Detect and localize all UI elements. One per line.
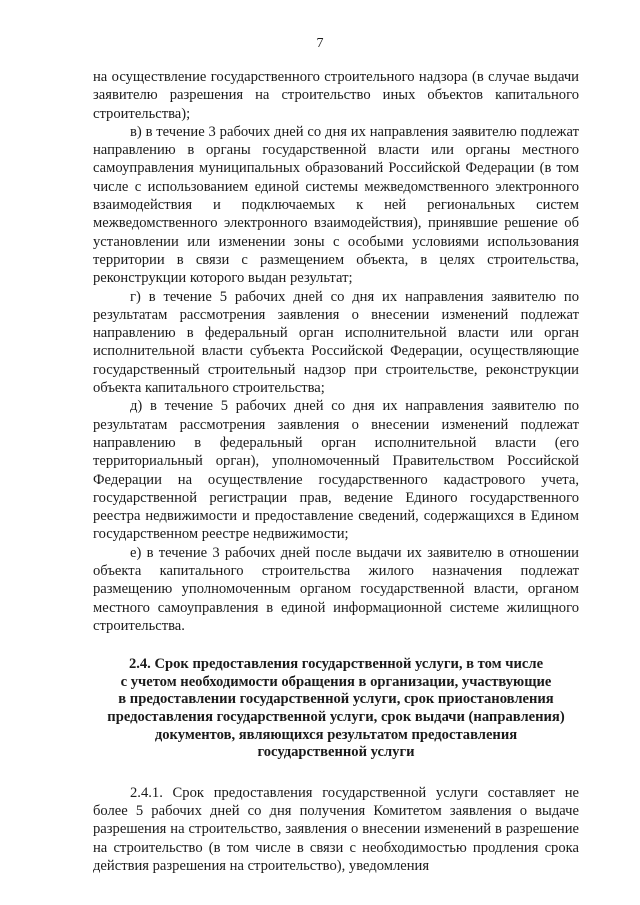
heading-line: документов, являющихся результатом предоставления <box>154 726 518 743</box>
paragraph-item-v: в) в течение 3 рабочих дней со дня их направления заявителю подлежат направлению в органы государственной власти или органы местного самоуправления муниципальных образований Российской Федерации (в том числе с использованием единой системы межведомственного электронного взаимодействия и подключаемых к ней региональных систем межведомственного электронного взаимодействия), принявшие решение об установлении или изменении зоны с особыми условиями использования территории в связи с размещением объекта, в целях строительства, реконструкции которого выдан результат; <box>93 123 579 287</box>
paragraph-item-g: г) в течение 5 рабочих дней со дня их направления заявителю по результатам рассмотрения заявления о внесении изменений подлежат направлению в федеральный орган исполнительной власти или орган исполнительной власти субъекта Российской Федерации, осуществляющие государственный строительный надзор при строительстве, реконструкции объекта капитального строительства; <box>93 288 579 397</box>
page-number: 7 <box>316 36 324 51</box>
heading-line: в предоставлении государственной услуги, срок приостановления <box>118 691 554 708</box>
section-heading-2-4 <box>93 656 579 762</box>
heading-line: 2.4. Срок предоставления государственной услуги, в том числе <box>128 656 544 673</box>
document-body <box>93 68 579 875</box>
paragraph-item-d: д) в течение 5 рабочих дней со дня их направления заявителю по результатам рассмотрения заявления о внесении изменений подлежат направлению в федеральный орган исполнительной власти (его территориальный орган), уполномоченный Правительством Российской Федерации на осуществление государственного кадастрового учета, государственной регистрации прав, ведение Единого государственного реестра недвижимости и предоставление сведений, содержащихся в Едином государственном реестре недвижимости; <box>93 398 579 543</box>
heading-line: с учетом необходимости обращения в организации, участвующие <box>120 673 552 690</box>
paragraph-2-4-1: 2.4.1. Срок предоставления государственной услуги составляет не более 5 рабочих дней со дня получения Комитетом заявления о выдаче разрешения на строительство, заявления о внесении изменений в разрешение на строительство (в том числе в связи с необходимостью продления срока действия разрешения на строительство), уведомления <box>93 784 579 874</box>
paragraph-continuation: на осуществление государственного строительного надзора (в случае выдачи заявителю разрешения на строительство иных объектов капитального строительства); <box>93 69 579 122</box>
heading-line: предоставления государственной услуги, срок выдачи (направления) <box>107 708 565 725</box>
heading-line: государственной услуги <box>257 744 415 761</box>
paragraph-item-e: е) в течение 3 рабочих дней после выдачи их заявителю в отношении объекта капитального строительства жилого назначения подлежат размещению уполномоченным органом государственной власти, органом местного самоуправления в единой информационной системе жилищного строительства. <box>93 544 579 634</box>
